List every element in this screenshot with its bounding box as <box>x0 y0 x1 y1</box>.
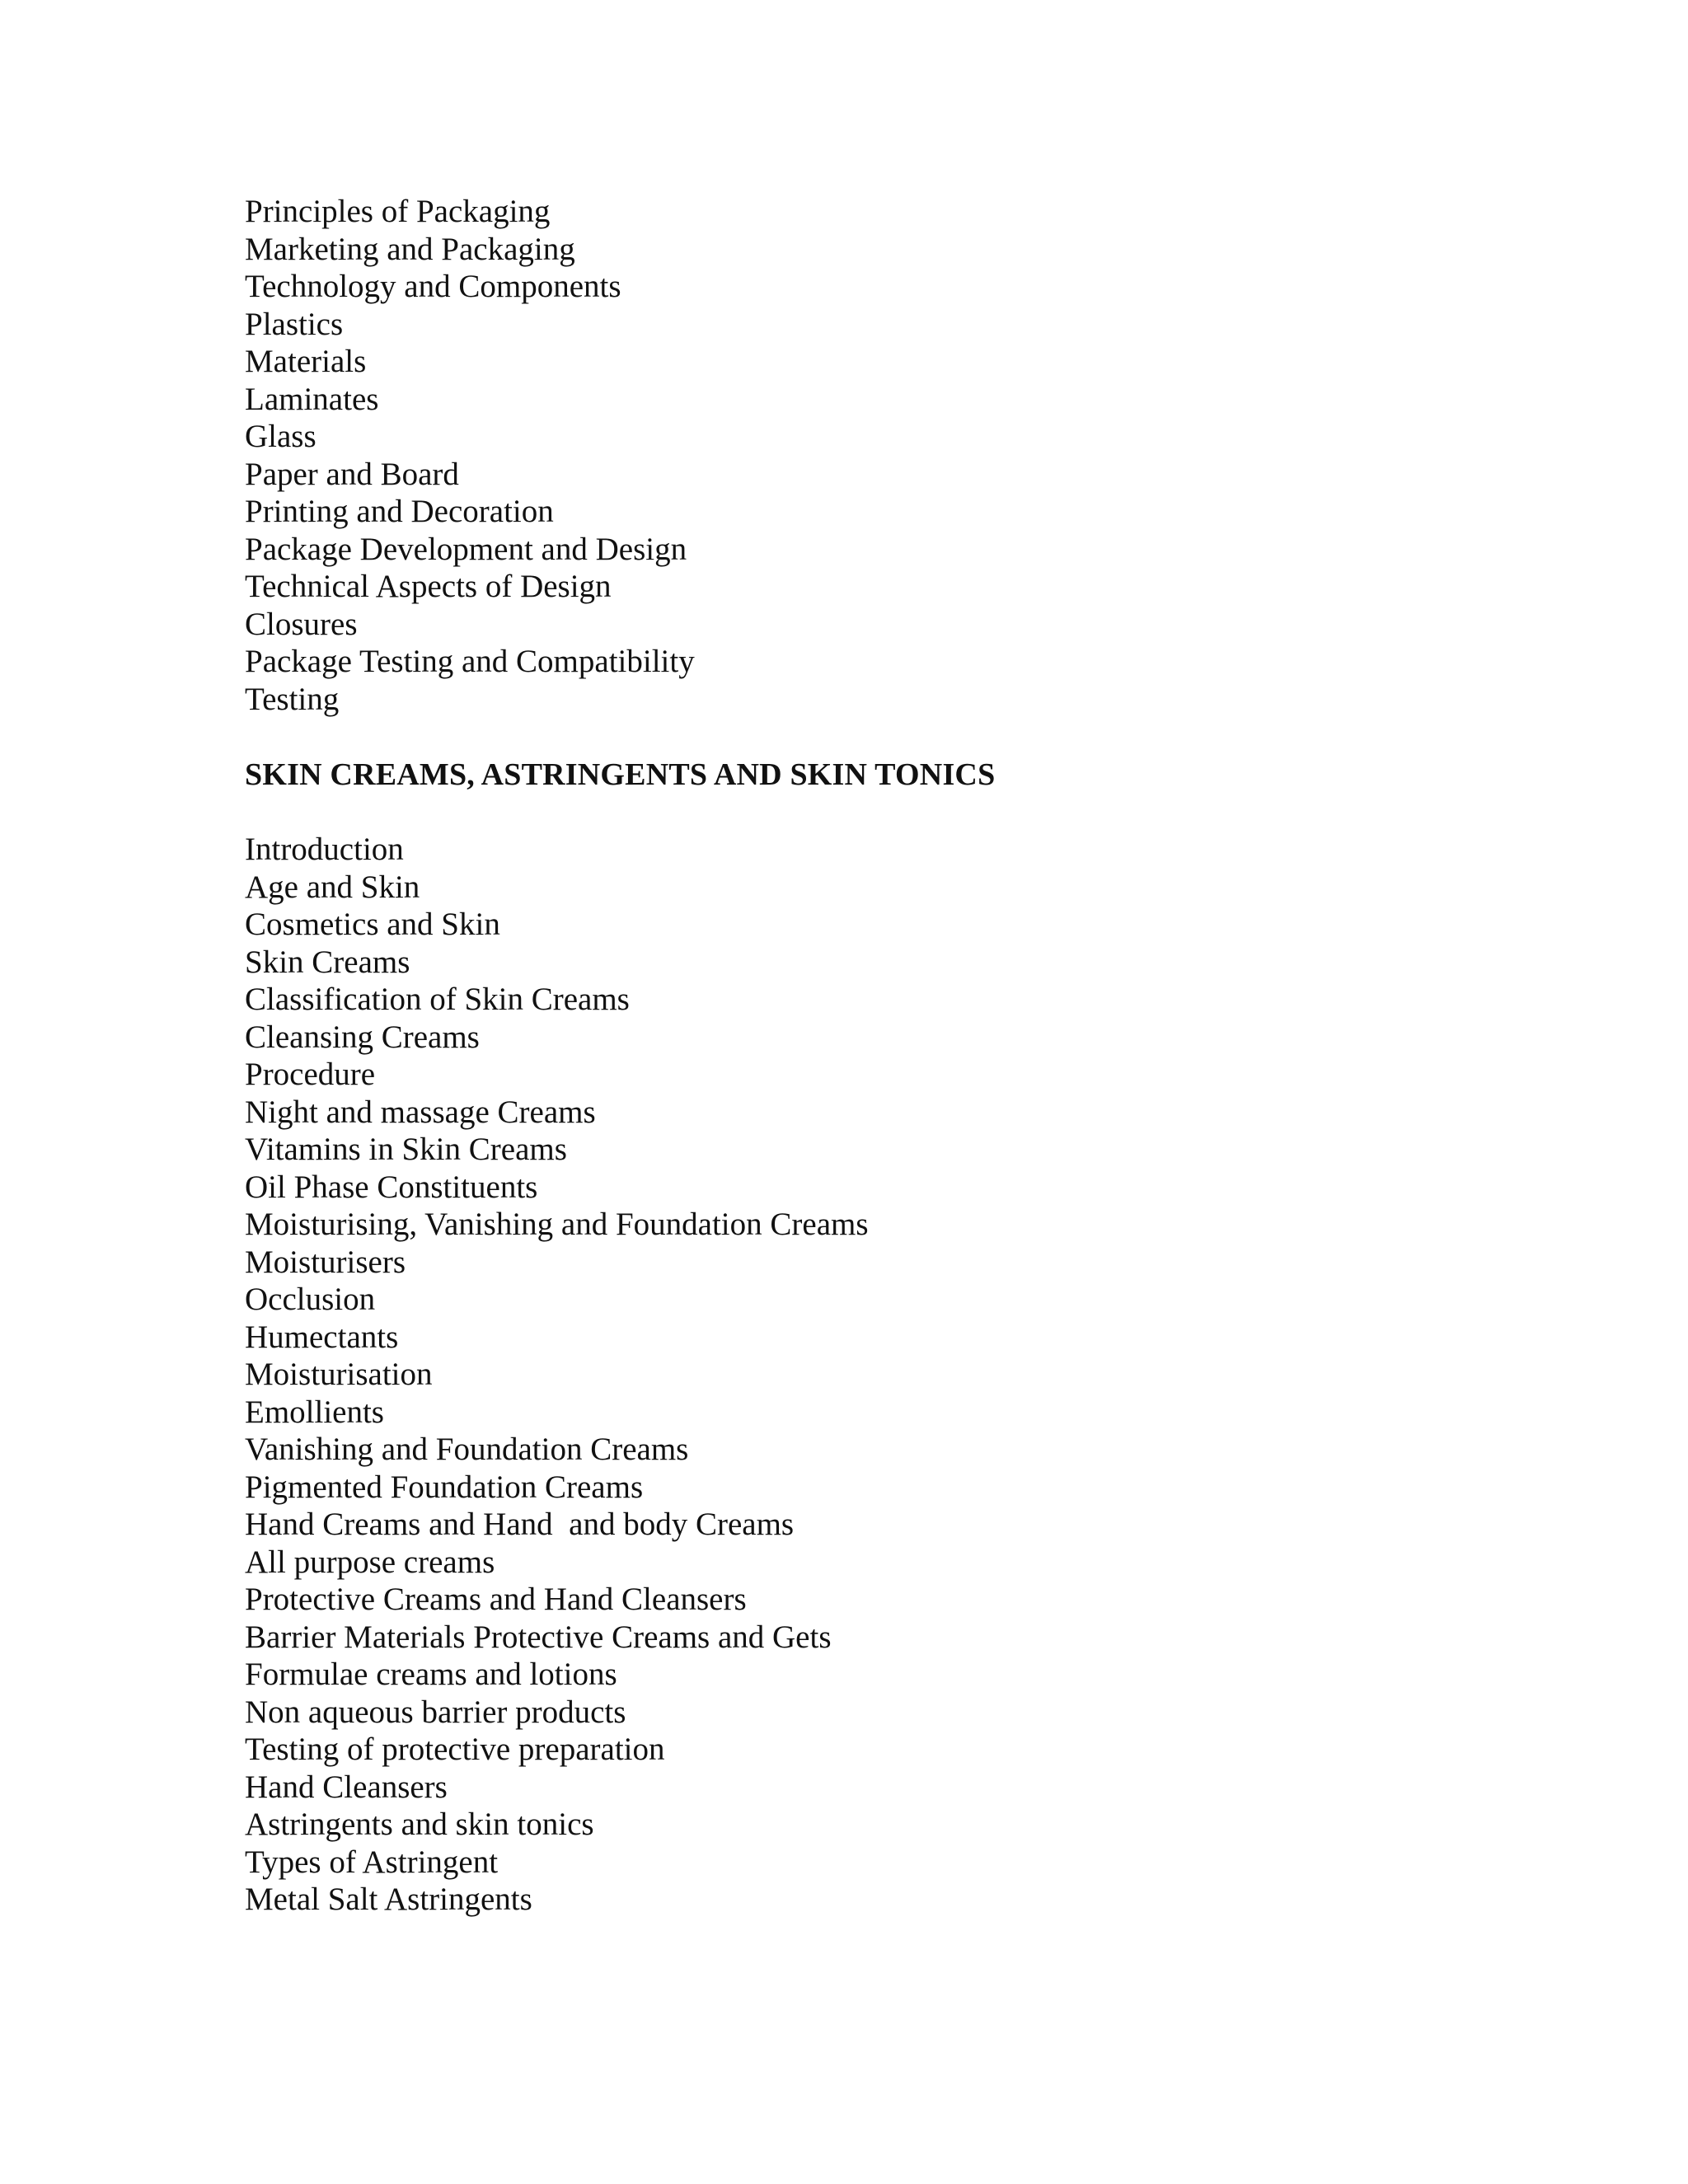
list-item: Cleansing Creams <box>245 1019 480 1055</box>
list-item: Package Testing and Compatibility <box>245 644 695 679</box>
list-item: Age and Skin <box>245 869 420 905</box>
list-item: Moisturisers <box>245 1244 406 1280</box>
list-item: Formulae creams and lotions <box>245 1657 617 1692</box>
list-item: Procedure <box>245 1057 376 1092</box>
list-item: Testing <box>245 681 340 717</box>
list-item: Vitamins in Skin Creams <box>245 1132 567 1167</box>
list-item: Cosmetics and Skin <box>245 907 500 942</box>
list-item: Paper and Board <box>245 456 459 492</box>
list-item: Night and massage Creams <box>245 1094 596 1130</box>
list-item: Plastics <box>245 306 344 342</box>
list-item: Hand Creams and Hand and body Creams <box>245 1507 795 1542</box>
list-item: Non aqueous barrier products <box>245 1694 626 1730</box>
list-item: Printing and Decoration <box>245 494 554 529</box>
list-item: Astringents and skin tonics <box>245 1807 594 1842</box>
list-item: Oil Phase Constituents <box>245 1169 538 1205</box>
list-item: Protective Creams and Hand Cleansers <box>245 1582 747 1617</box>
list-item: Principles of Packaging <box>245 194 551 229</box>
list-item: Skin Creams <box>245 944 410 980</box>
list-item: Laminates <box>245 381 379 417</box>
list-item: All purpose creams <box>245 1544 495 1580</box>
list-item: Moisturising, Vanishing and Foundation Creams <box>245 1207 869 1242</box>
table-of-contents <box>245 193 1481 1919</box>
list-item: Glass <box>245 419 316 454</box>
packaging-topic-list <box>245 193 1481 718</box>
list-item: Technology and Components <box>245 269 621 304</box>
skin-creams-topic-list <box>245 831 1481 1919</box>
list-item: Humectants <box>245 1319 399 1355</box>
list-item: Technical Aspects of Design <box>245 569 612 604</box>
list-item: Emollients <box>245 1394 384 1430</box>
section-heading-wrapper <box>245 756 1481 794</box>
list-item: Marketing and Packaging <box>245 231 575 267</box>
list-item: Materials <box>245 344 367 379</box>
section-heading: SKIN CREAMS, ASTRINGENTS AND SKIN TONICS <box>245 757 996 792</box>
list-item: Metal Salt Astringents <box>245 1882 532 1917</box>
list-item: Occlusion <box>245 1282 376 1317</box>
list-item: Types of Astringent <box>245 1844 499 1880</box>
list-item: Moisturisation <box>245 1357 433 1392</box>
list-item: Barrier Materials Protective Creams and Gets <box>245 1619 832 1655</box>
list-item: Introduction <box>245 832 404 867</box>
list-item: Vanishing and Foundation Creams <box>245 1432 689 1467</box>
list-item: Classification of Skin Creams <box>245 982 630 1017</box>
list-item: Package Development and Design <box>245 531 687 567</box>
list-item: Closures <box>245 606 358 642</box>
list-item: Pigmented Foundation Creams <box>245 1469 644 1505</box>
list-item: Testing of protective preparation <box>245 1732 665 1767</box>
list-item: Hand Cleansers <box>245 1769 448 1805</box>
